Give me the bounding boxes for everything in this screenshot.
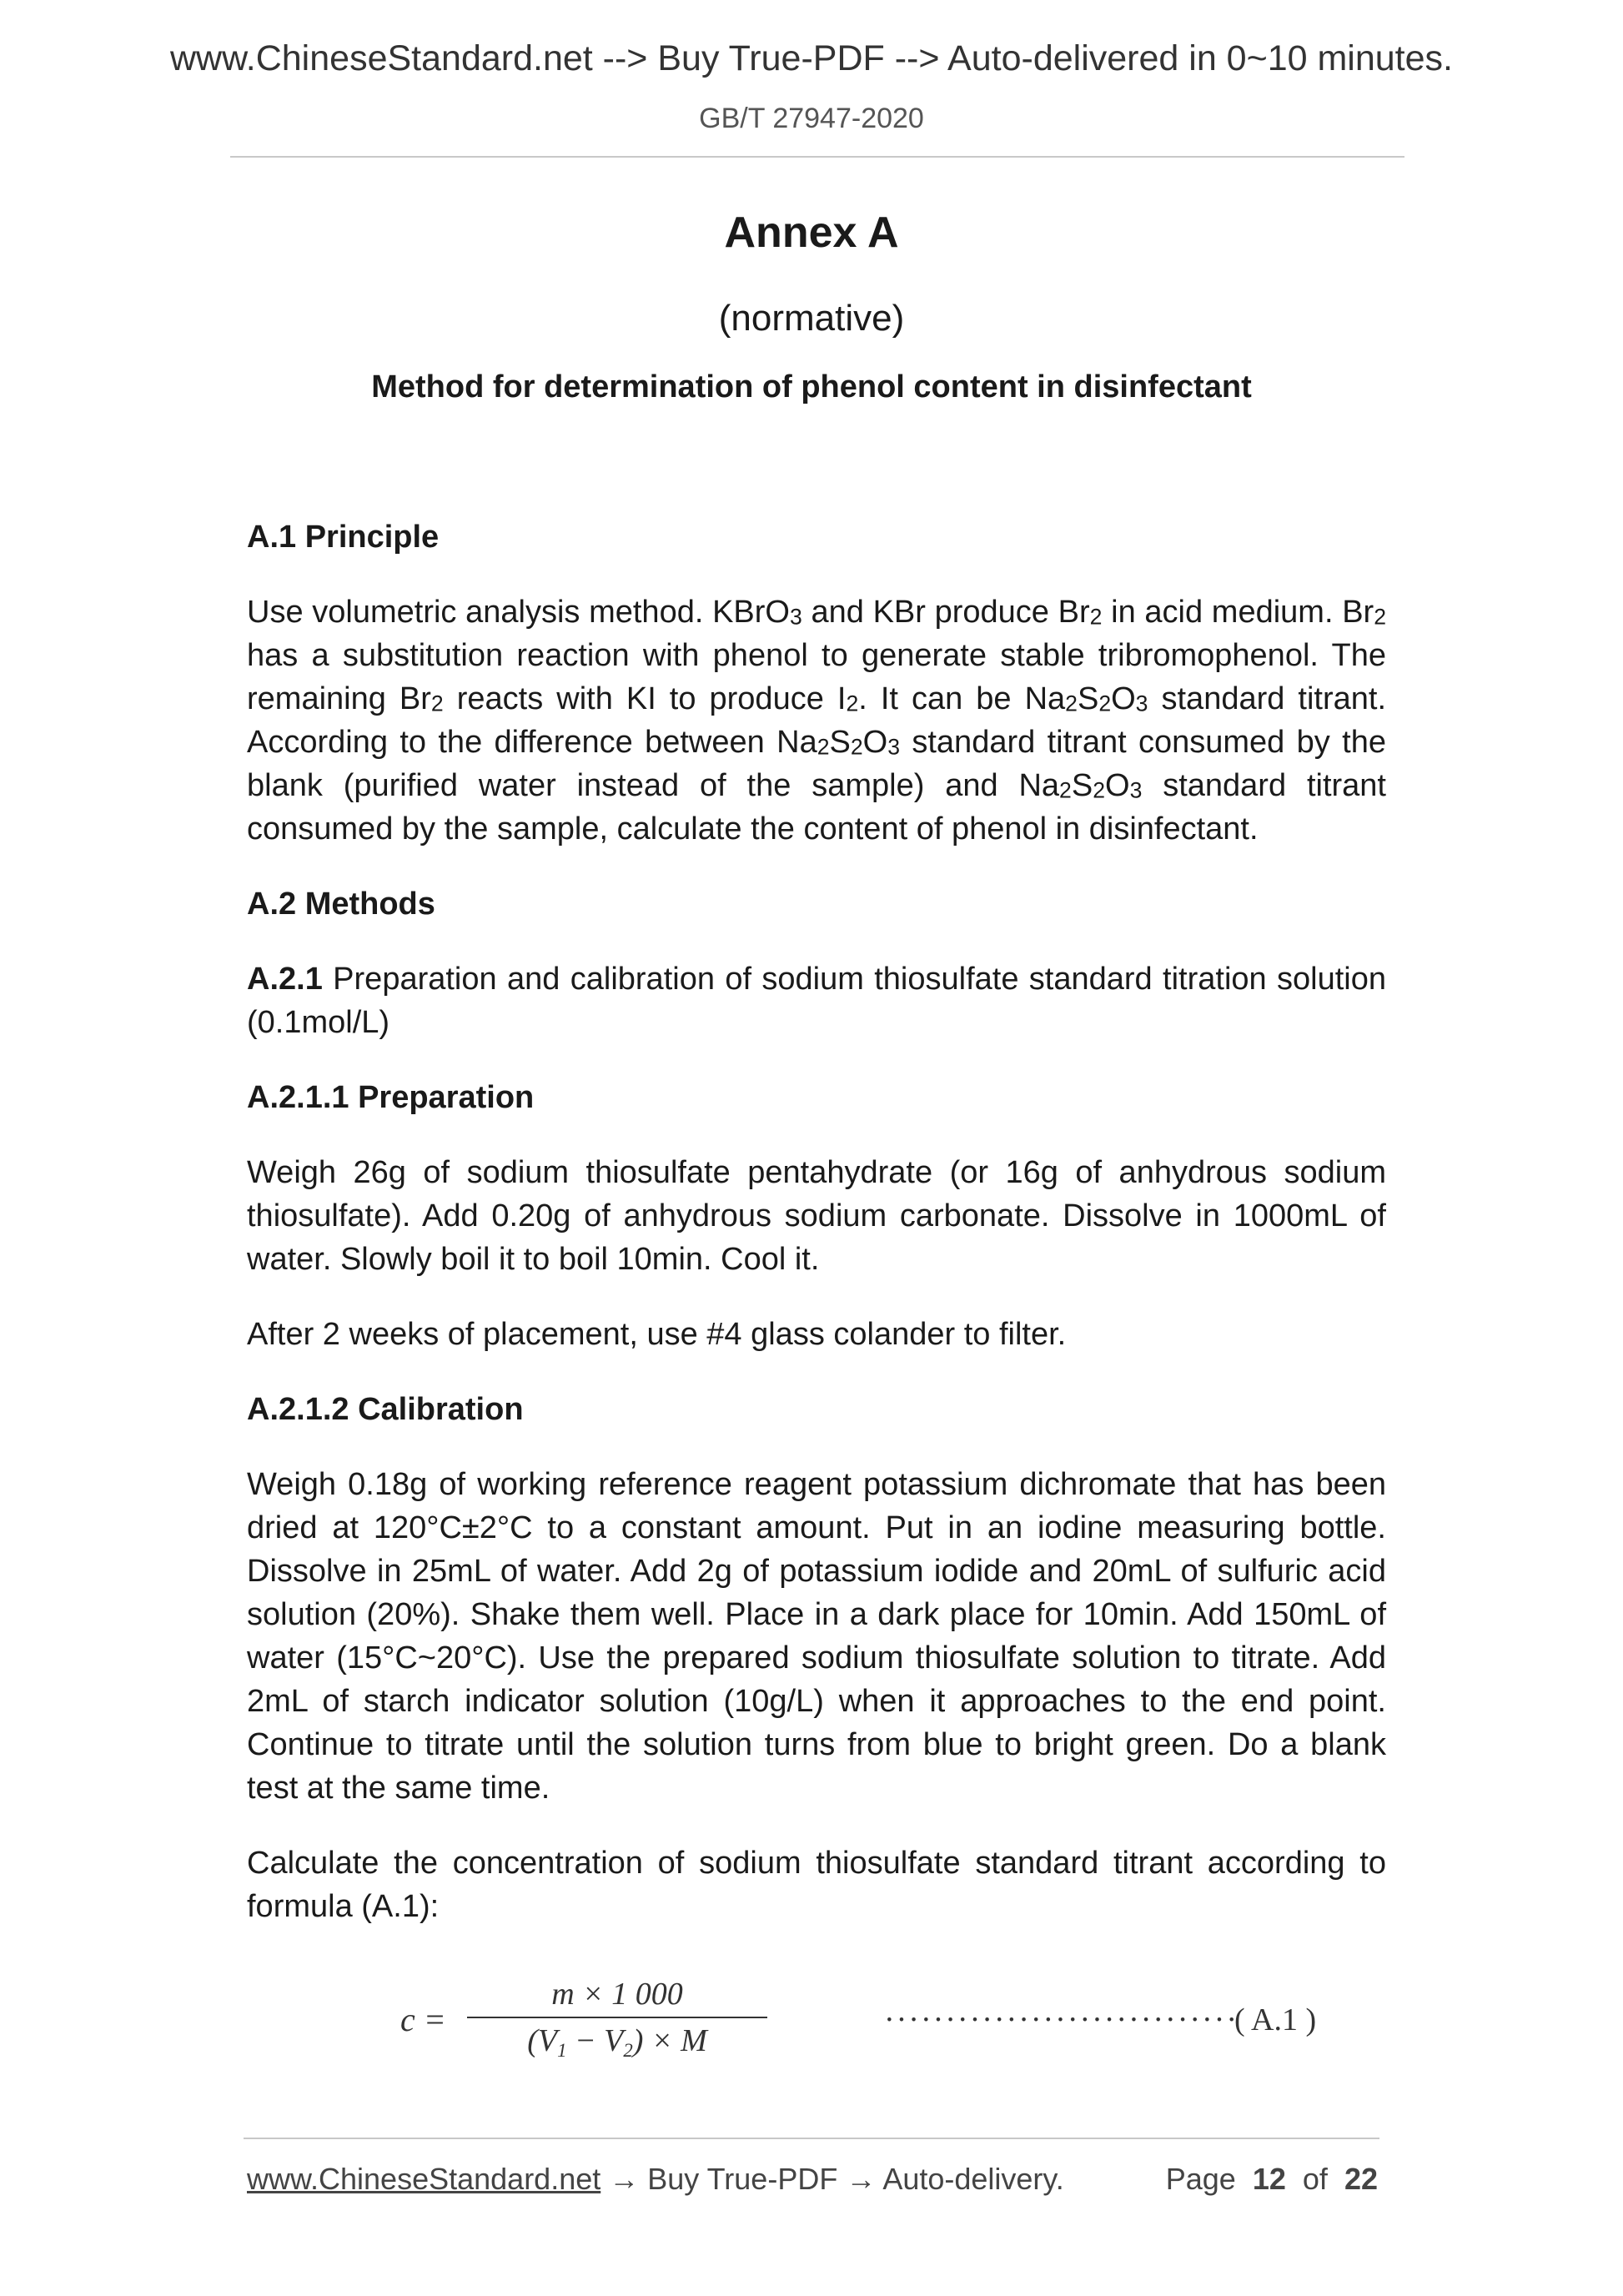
page-total: 22	[1344, 2162, 1378, 2196]
section-label-a21: A.2.1	[247, 962, 323, 997]
section-heading-a1: A.1 Principle	[247, 520, 440, 555]
formula-lhs: c =	[400, 2001, 446, 2038]
page-current: 12	[1252, 2162, 1286, 2196]
page-indicator	[1166, 2160, 1378, 2198]
section-heading-a212: A.2.1.2 Calibration	[247, 1392, 524, 1427]
formula-denominator: $(V_1 - V_2) \times M$	[527, 2023, 707, 2061]
annex-subtitle: Method for determination of phenol content in disinfectant	[371, 369, 1252, 404]
footer-site-link[interactable]: www.ChineseStandard.net	[247, 2162, 601, 2196]
section-text-a212: Weigh 0.18g of working reference reagent potassium dichromate that has been dried at 120°C±2°C to a constant amount. Put in an iodine measuring bottle. Dissolve in 25mL of water. Add 2g of potassium iodide and 20mL of sulfuric acid solution (20%). Shake them well. Place in a dark place for 10min. Add 150mL of water (15°C~20°C). Use the prepared sodium thiosulfate solution to titrate. Add 2mL of starch indicator solution (10g/L) when it approaches to the end point. Continue to titrate until the solution turns from blue to bright green. Do a blank test at the same time.	[247, 1467, 1386, 1806]
document-body	[247, 515, 1386, 1928]
formula-numerator: m × 1 000	[551, 1977, 683, 2012]
annex-type: (normative)	[718, 298, 905, 339]
section-text-a211-note: After 2 weeks of placement, use #4 glass colander to filter.	[247, 1317, 1067, 1352]
formula-number: ( A.1 )	[1234, 2002, 1317, 2037]
standard-code: GB/T 27947-2020	[699, 103, 924, 134]
section-text-a21	[247, 957, 1386, 1044]
footer-divider	[244, 2138, 1379, 2139]
section-title-a21: Preparation and calibration of sodium thiosulfate standard titration solution (0.1mol/L)	[247, 962, 1386, 1040]
fraction-bar	[467, 2017, 767, 2018]
page-label: Page	[1165, 2162, 1236, 2196]
top-banner: www.ChineseStandard.net --> Buy True-PDF --> Auto-delivered in 0~10 minutes.	[169, 38, 1453, 78]
annex-title: Annex A	[724, 208, 899, 257]
section-text-a1: Use volumetric analysis method. KBrO$_3$ and KBr produce $Br_2$ in acid medium. $Br_2$ has a substitution reaction with phenol to generate stable tribromophenol. The remaining $Br_2$ reacts with KI to produce $I_2$. It can be $Na_2S_2O_3$ standard titrant. According to the difference between $Na_2S_2O_3$ standard titrant consumed by the blank (purified water instead of the sample) and $Na_2S_2O_3$ standard titrant consumed by the sample, calculate the content of phenol in disinfectant.	[247, 595, 1387, 847]
section-text-a212-formula-intro: Calculate the concentration of sodium thiosulfate standard titrant according to formula (A.1):	[247, 1846, 1386, 1924]
page-of-label: of	[1302, 2162, 1328, 2196]
section-text-a211: Weigh 26g of sodium thiosulfate pentahydrate (or 16g of anhydrous sodium thiosulfate). Add 0.20g of anhydrous sodium carbonate. Dissolve in 1000mL of water. Slowly boil it to boil 10min. Cool it.	[247, 1155, 1386, 1277]
formula-fraction	[459, 1975, 776, 2060]
formula-a1	[400, 1975, 1401, 2067]
section-heading-a2: A.2 Methods	[247, 887, 435, 922]
footer-promo-text: → Buy True-PDF → Auto-delivery.	[600, 2162, 1064, 2196]
section-heading-a211: A.2.1.1 Preparation	[247, 1080, 535, 1115]
formula-leader-dots: ·····························	[884, 2002, 1239, 2037]
header-divider	[230, 156, 1404, 158]
footer-promo	[247, 2160, 1064, 2198]
